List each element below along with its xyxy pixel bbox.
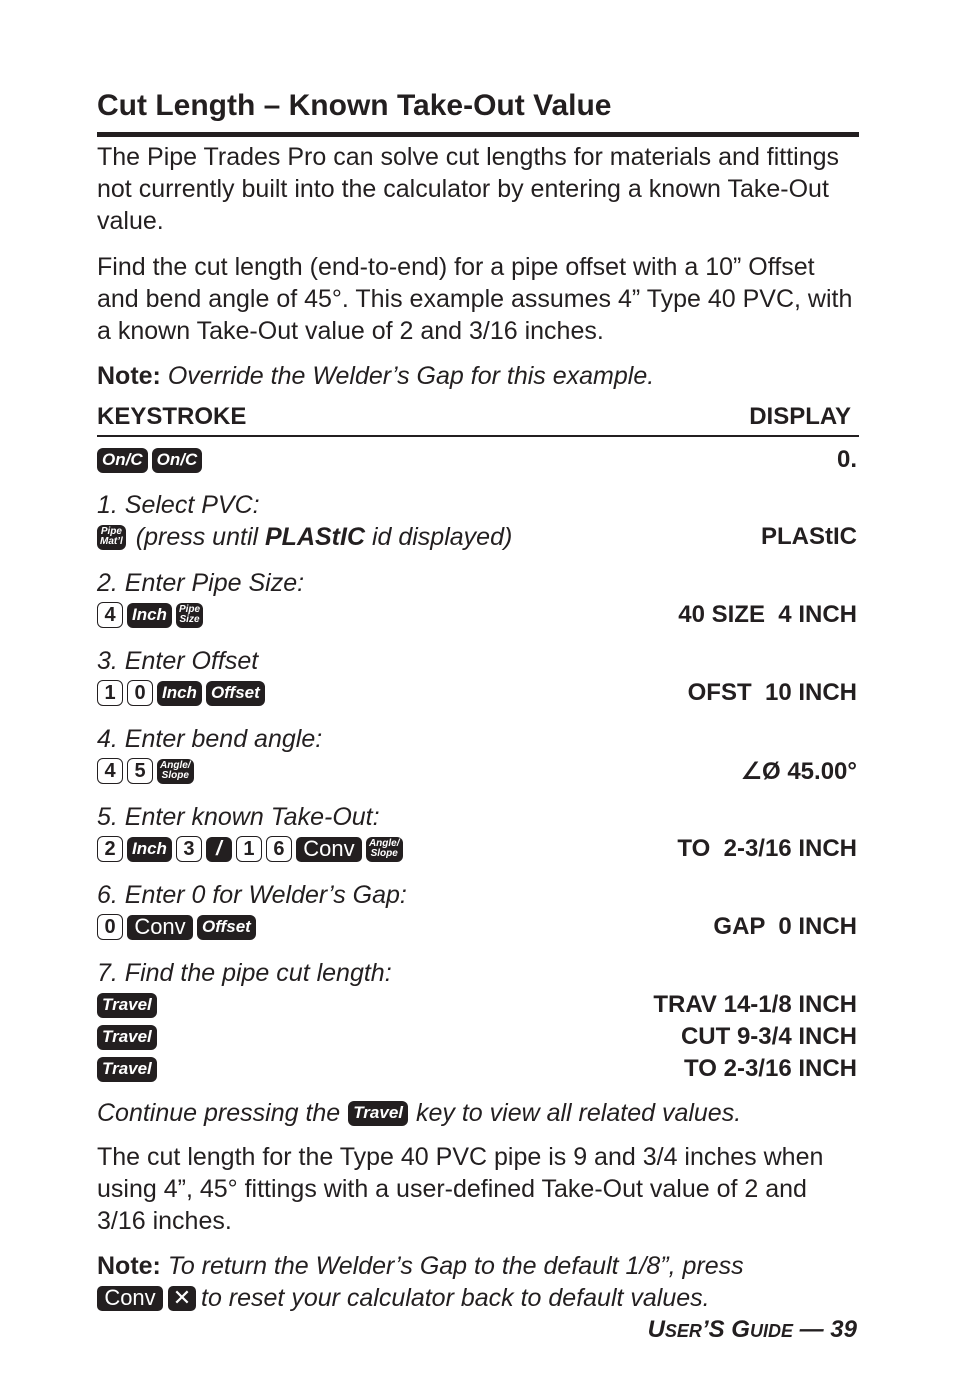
step-2 — [97, 567, 859, 631]
angle-slope-key-line2: Slope — [370, 848, 398, 859]
note-2 — [97, 1250, 859, 1314]
step-2-label: 2. Enter Pipe Size: — [97, 569, 305, 597]
offset-key: Offset — [197, 915, 256, 940]
title-rule — [97, 132, 859, 137]
step-7-keys-2 — [97, 1025, 157, 1050]
digit-1-key: 1 — [236, 836, 262, 862]
step-7-display-1: TRAV 14-1/8 INCH — [653, 991, 857, 1018]
travel-key: Travel — [97, 1057, 157, 1082]
step-1-post: id displayed) — [365, 522, 513, 551]
step-2-row — [97, 599, 859, 631]
step-1-pre: (press until — [135, 522, 265, 551]
intro-paragraph-2: Find the cut length (end-to-end) for a pipe offset with a 10” Offset and bend angle of 45°. This example assumes 4” Type 40 PVC, with a known Take-Out value of 2 and 3/16 inches. — [97, 253, 853, 345]
footer-g: G — [731, 1316, 750, 1343]
footer-ser: SER — [664, 1321, 702, 1341]
step-5-keys — [97, 836, 403, 862]
step-3-keys — [97, 680, 265, 706]
pipe-matl-key — [97, 525, 126, 550]
step-0-row — [97, 445, 859, 475]
table-rule — [97, 435, 859, 437]
inch-key: Inch — [127, 603, 172, 628]
step-3-display: OFST 10 INCH — [687, 679, 857, 706]
note-1-label: Note: — [97, 362, 161, 390]
step-7-display-3: TO 2-3/16 INCH — [684, 1055, 857, 1082]
angle-slope-key — [366, 837, 403, 862]
offset-key: Offset — [206, 681, 265, 706]
step-5-label: 5. Enter known Take-Out: — [97, 803, 380, 831]
slash-key: / — [206, 837, 232, 862]
page-title: Cut Length – Known Take-Out Value — [97, 89, 612, 122]
travel-key: Travel — [97, 1025, 157, 1050]
angle-slope-key-line2: Slope — [161, 770, 189, 781]
step-5 — [97, 801, 859, 865]
footer-apos: ’S — [701, 1316, 732, 1343]
step-4-label: 4. Enter bend angle: — [97, 725, 323, 753]
continue-note-post: key to view all related values. — [416, 1099, 742, 1127]
step-6-label: 6. Enter 0 for Welder’s Gap: — [97, 881, 407, 909]
step-1-instruction — [136, 523, 513, 552]
digit-2-key: 2 — [97, 836, 123, 862]
step-3-label: 3. Enter Offset — [97, 647, 259, 675]
digit-6-key: 6 — [266, 836, 292, 862]
pipe-matl-key-line2: Mat’l — [100, 536, 123, 547]
step-2-display: 40 SIZE 4 INCH — [678, 601, 857, 628]
digit-3-key: 3 — [176, 836, 202, 862]
step-7-row-3 — [97, 1053, 859, 1085]
continue-note — [97, 1097, 859, 1129]
step-7-label: 7. Find the pipe cut length: — [97, 959, 392, 987]
digit-5-key: 5 — [127, 758, 153, 784]
step-7-keys-3 — [97, 1057, 157, 1082]
step-0-display: 0. — [836, 446, 857, 473]
conv-key: Conv — [97, 1286, 163, 1311]
note-2-line-1 — [97, 1250, 859, 1282]
step-1-label: 1. Select PVC: — [97, 491, 260, 519]
digit-4-key: 4 — [97, 758, 123, 784]
angle-slope-key-line1: Angle/ — [160, 760, 191, 771]
digit-0-key: 0 — [127, 680, 153, 706]
conv-key: Conv — [127, 915, 193, 940]
result-paragraph: The cut length for the Type 40 PVC pipe is 9 and 3/4 inches when using 4”, 45° fittings with a user-defined Take-Out value of 2 and 3/16 inches. — [97, 1143, 824, 1235]
digit-1-key: 1 — [97, 680, 123, 706]
onc-key: On/C — [152, 448, 203, 473]
step-1-keys — [97, 523, 512, 552]
step-1 — [97, 489, 859, 553]
continue-note-pre: Continue pressing the — [97, 1099, 341, 1127]
step-7-row-2 — [97, 1021, 859, 1053]
travel-key: Travel — [348, 1101, 408, 1126]
table-header — [97, 402, 859, 432]
step-7-row-1 — [97, 989, 859, 1021]
step-7 — [97, 957, 859, 1085]
step-5-row — [97, 833, 859, 865]
step-7-display-2: CUT 9-3/4 INCH — [680, 1023, 857, 1050]
step-4-keys — [97, 758, 194, 784]
note-2-label: Note: — [97, 1252, 161, 1280]
step-6-row — [97, 911, 859, 943]
step-0-keys — [97, 448, 202, 473]
step-7-keys-1 — [97, 993, 157, 1018]
note-2-line-2 — [97, 1282, 859, 1314]
note-1-text: Override the Welder’s Gap for this example. — [167, 362, 655, 390]
inch-key: Inch — [157, 681, 202, 706]
page-footer — [648, 1316, 857, 1344]
note-1 — [97, 360, 859, 392]
step-6 — [97, 879, 859, 943]
step-4-row — [97, 755, 859, 787]
step-4-display: ∠Ø 45.00° — [740, 757, 857, 785]
step-1-row — [97, 521, 859, 553]
keystroke-header: KEYSTROKE — [97, 403, 247, 430]
note-2-text-2: to reset your calculator back to default values. — [201, 1284, 710, 1312]
pipe-size-key-line2: Size — [179, 614, 200, 625]
step-3-row — [97, 677, 859, 709]
digit-4-key: 4 — [97, 602, 123, 628]
footer-uide: UIDE — [749, 1321, 793, 1341]
onc-key: On/C — [97, 448, 148, 473]
pipe-matl-key-line1: Pipe — [100, 526, 122, 537]
step-2-keys — [97, 602, 203, 628]
inch-key: Inch — [127, 837, 172, 862]
pipe-size-key-line1: Pipe — [178, 604, 201, 615]
step-1-display: PLAStIC — [761, 523, 857, 550]
display-header: DISPLAY — [749, 403, 851, 430]
footer-page-number: — 39 — [792, 1316, 857, 1343]
step-3 — [97, 645, 859, 709]
step-4 — [97, 723, 859, 787]
multiply-key: ✕ — [168, 1286, 196, 1311]
travel-key: Travel — [97, 993, 157, 1018]
pipe-size-key — [176, 603, 203, 628]
step-1-bold: PLAStIC — [265, 522, 365, 551]
intro-paragraph-1: The Pipe Trades Pro can solve cut lengths for materials and fittings not currently built into the calculator by entering a known Take-Out value. — [97, 143, 840, 235]
digit-0-key: 0 — [97, 914, 123, 940]
footer-u: U — [647, 1316, 665, 1343]
page — [97, 86, 859, 1314]
angle-slope-key — [157, 759, 194, 784]
step-5-display: TO 2-3/16 INCH — [677, 835, 857, 862]
step-6-display: GAP 0 INCH — [713, 913, 857, 940]
step-6-keys — [97, 914, 256, 940]
conv-key: Conv — [296, 837, 362, 862]
note-2-text-1: To return the Welder’s Gap to the default 1/8”, press — [167, 1252, 744, 1280]
angle-slope-key-line1: Angle/ — [368, 838, 400, 849]
